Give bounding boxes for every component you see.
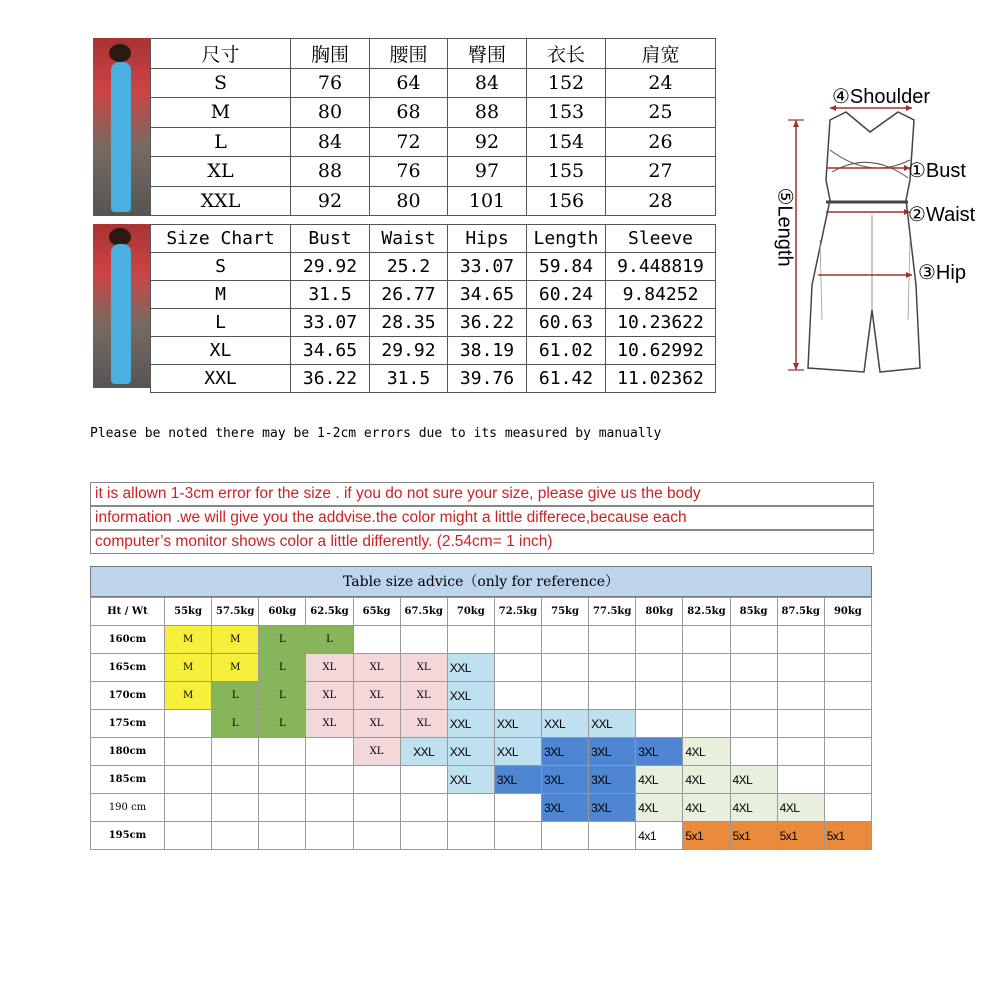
weight-header: 70kg — [447, 598, 494, 626]
size-cell — [259, 766, 306, 794]
size-cell: 3XL — [589, 738, 636, 766]
size-cell — [212, 766, 259, 794]
table-cell: 152 — [527, 68, 606, 98]
size-cell: L — [306, 626, 353, 654]
table-cell: 61.42 — [527, 365, 606, 393]
notice-line: computer’s monitor shows color a little differently. (2.54cm= 1 inch) — [90, 530, 874, 554]
model-photo-top — [93, 38, 150, 216]
size-cell — [165, 794, 212, 822]
table-cell: 10.23622 — [606, 309, 716, 337]
weight-header: 80kg — [636, 598, 683, 626]
table-row — [91, 738, 872, 766]
table-row — [151, 68, 716, 98]
size-cell: 5x1 — [730, 822, 777, 850]
model-photo-bottom — [93, 224, 150, 388]
size-cell — [824, 626, 871, 654]
size-cell — [730, 626, 777, 654]
size-advice-table — [90, 566, 872, 846]
table-row — [91, 794, 872, 822]
size-cell — [447, 822, 494, 850]
weight-header: 65kg — [353, 598, 400, 626]
size-cell: 4XL — [636, 794, 683, 822]
size-cell — [824, 682, 871, 710]
table-cell: 84 — [448, 68, 527, 98]
size-cell: 3XL — [542, 766, 589, 794]
size-cell — [259, 738, 306, 766]
size-cell — [542, 626, 589, 654]
size-cell — [777, 626, 824, 654]
table-cell: M — [151, 98, 291, 128]
size-cell: L — [212, 710, 259, 738]
header-cell: Hips — [448, 225, 527, 253]
table-cell: 25.2 — [370, 253, 448, 281]
size-cell — [353, 766, 400, 794]
bust-label: ①Bust — [908, 160, 966, 182]
size-cell — [165, 710, 212, 738]
size-cell: 4XL — [777, 794, 824, 822]
size-cell — [165, 822, 212, 850]
size-cell: XXL — [447, 766, 494, 794]
table-cell: M — [151, 281, 291, 309]
size-cell: XL — [353, 654, 400, 682]
weight-header: 72.5kg — [494, 598, 541, 626]
table-cell: 92 — [448, 127, 527, 157]
height-label: 175cm — [91, 710, 165, 738]
header-cell: 臀围 — [448, 39, 527, 69]
size-cell: 3XL — [542, 794, 589, 822]
waist-label: ②Waist — [908, 204, 976, 226]
size-cell: XXL — [494, 710, 541, 738]
table-row — [151, 98, 716, 128]
size-cell — [494, 682, 541, 710]
size-table-cm — [150, 38, 716, 216]
table-row — [91, 654, 872, 682]
size-cell: XL — [353, 682, 400, 710]
size-cell — [824, 738, 871, 766]
size-table-cm-header — [151, 39, 716, 69]
size-cell: L — [259, 710, 306, 738]
size-cell: XL — [353, 710, 400, 738]
table-cell: S — [151, 68, 291, 98]
table-cell: 97 — [448, 157, 527, 187]
size-cell: M — [165, 654, 212, 682]
table-cell: 88 — [291, 157, 370, 187]
size-cell: 4x1 — [636, 822, 683, 850]
advice-grid — [90, 597, 872, 850]
table-cell: 92 — [291, 186, 370, 216]
header-cell: 肩宽 — [606, 39, 716, 69]
size-cell: XL — [400, 654, 447, 682]
measurement-note: Please be noted there may be 1-2cm errors due to its measured by manually — [90, 426, 662, 441]
size-cell — [400, 822, 447, 850]
size-cell: XXL — [447, 738, 494, 766]
table-cell: 9.84252 — [606, 281, 716, 309]
size-cell — [494, 654, 541, 682]
size-table-inch — [150, 224, 716, 393]
size-cell — [306, 766, 353, 794]
table-row — [151, 309, 716, 337]
table-cell: 60.24 — [527, 281, 606, 309]
size-cell — [636, 682, 683, 710]
size-table-inch-header — [151, 225, 716, 253]
table-cell: 27 — [606, 157, 716, 187]
table-cell: L — [151, 127, 291, 157]
size-cell — [165, 738, 212, 766]
weight-header: 60kg — [259, 598, 306, 626]
table-cell: 80 — [370, 186, 448, 216]
table-cell: 38.19 — [448, 337, 527, 365]
table-cell: XL — [151, 157, 291, 187]
table-cell: 9.448819 — [606, 253, 716, 281]
table-cell: 156 — [527, 186, 606, 216]
size-cell — [777, 654, 824, 682]
table-cell: 76 — [291, 68, 370, 98]
size-cell: XL — [400, 682, 447, 710]
weight-header: 77.5kg — [589, 598, 636, 626]
size-cell — [542, 822, 589, 850]
size-cell: 5x1 — [683, 822, 730, 850]
table-cell: 101 — [448, 186, 527, 216]
size-cell — [447, 626, 494, 654]
table-cell: 10.62992 — [606, 337, 716, 365]
size-cell — [353, 626, 400, 654]
size-cell: XXL — [447, 710, 494, 738]
table-cell: 155 — [527, 157, 606, 187]
table-row — [91, 626, 872, 654]
table-row — [151, 281, 716, 309]
table-cell: XXL — [151, 365, 291, 393]
table-cell: 31.5 — [291, 281, 370, 309]
size-cell — [447, 794, 494, 822]
header-cell: Waist — [370, 225, 448, 253]
size-cell: XXL — [400, 738, 447, 766]
table-cell: 39.76 — [448, 365, 527, 393]
size-cell — [212, 822, 259, 850]
size-cell — [683, 682, 730, 710]
height-label: 195cm — [91, 822, 165, 850]
height-label: 160cm — [91, 626, 165, 654]
table-cell: 68 — [370, 98, 448, 128]
table-cell: 61.02 — [527, 337, 606, 365]
size-cell — [824, 766, 871, 794]
table-cell: XXL — [151, 186, 291, 216]
size-cell: M — [165, 626, 212, 654]
size-cell: 5x1 — [824, 822, 871, 850]
size-cell — [730, 710, 777, 738]
size-cell: XL — [306, 654, 353, 682]
header-cell: 胸围 — [291, 39, 370, 69]
table-row — [151, 157, 716, 187]
height-label: 185cm — [91, 766, 165, 794]
weight-header: 75kg — [542, 598, 589, 626]
size-cell — [400, 794, 447, 822]
table-cell: 60.63 — [527, 309, 606, 337]
table-cell: 28.35 — [370, 309, 448, 337]
size-cell — [777, 710, 824, 738]
size-cell — [777, 682, 824, 710]
size-cell: 5x1 — [777, 822, 824, 850]
table-cell: L — [151, 309, 291, 337]
table-row — [151, 186, 716, 216]
size-notice — [90, 482, 874, 556]
weight-header: 87.5kg — [777, 598, 824, 626]
table-cell: 31.5 — [370, 365, 448, 393]
table-cell: 36.22 — [291, 365, 370, 393]
table-row — [91, 822, 872, 850]
size-cell: 3XL — [494, 766, 541, 794]
size-cell: XXL — [447, 682, 494, 710]
table-cell: 25 — [606, 98, 716, 128]
table-cell: 29.92 — [291, 253, 370, 281]
table-cell: 24 — [606, 68, 716, 98]
size-cell: 4XL — [636, 766, 683, 794]
size-cell: 4XL — [683, 738, 730, 766]
hip-label: ③Hip — [918, 262, 966, 284]
table-cell: 29.92 — [370, 337, 448, 365]
weight-header: 82.5kg — [683, 598, 730, 626]
size-cell — [730, 682, 777, 710]
advice-title: Table size advice（only for reference） — [90, 566, 872, 597]
size-cell — [306, 794, 353, 822]
size-cell — [353, 794, 400, 822]
size-cell: XL — [400, 710, 447, 738]
table-cell: 76 — [370, 157, 448, 187]
table-row — [151, 127, 716, 157]
weight-header: 90kg — [824, 598, 871, 626]
size-cell: 4XL — [683, 794, 730, 822]
table-cell: XL — [151, 337, 291, 365]
size-cell: XL — [306, 710, 353, 738]
size-cell — [259, 794, 306, 822]
size-cell — [542, 654, 589, 682]
size-cell — [306, 822, 353, 850]
header-cell: Size Chart — [151, 225, 291, 253]
size-cell — [542, 682, 589, 710]
weight-header: 67.5kg — [400, 598, 447, 626]
shoulder-label: ④Shoulder — [832, 86, 930, 108]
size-cell — [683, 654, 730, 682]
size-cell — [777, 766, 824, 794]
size-cell: XL — [353, 738, 400, 766]
table-row — [91, 682, 872, 710]
height-label: 165cm — [91, 654, 165, 682]
table-cell: 34.65 — [448, 281, 527, 309]
size-cell: L — [259, 654, 306, 682]
size-cell — [306, 738, 353, 766]
size-cell — [730, 654, 777, 682]
table-cell: S — [151, 253, 291, 281]
size-cell — [683, 626, 730, 654]
table-cell: 88 — [448, 98, 527, 128]
size-cell: M — [212, 626, 259, 654]
size-cell — [824, 710, 871, 738]
weight-header: 55kg — [165, 598, 212, 626]
table-cell: 64 — [370, 68, 448, 98]
table-cell: 33.07 — [291, 309, 370, 337]
size-cell: 4XL — [683, 766, 730, 794]
size-cell — [400, 626, 447, 654]
size-cell — [212, 738, 259, 766]
size-cell — [353, 822, 400, 850]
size-cell — [824, 794, 871, 822]
table-cell: 59.84 — [527, 253, 606, 281]
table-cell: 36.22 — [448, 309, 527, 337]
size-cell: L — [212, 682, 259, 710]
table-cell: 34.65 — [291, 337, 370, 365]
table-row — [91, 766, 872, 794]
size-cell — [589, 626, 636, 654]
size-cell — [259, 822, 306, 850]
table-cell: 72 — [370, 127, 448, 157]
size-cell — [494, 822, 541, 850]
table-cell: 84 — [291, 127, 370, 157]
size-cell — [683, 710, 730, 738]
table-cell: 80 — [291, 98, 370, 128]
size-cell: 4XL — [730, 794, 777, 822]
size-cell — [636, 654, 683, 682]
notice-line: information .we will give you the addvise.the color might a little differece,because each — [90, 506, 874, 530]
height-label: 180cm — [91, 738, 165, 766]
size-cell — [636, 626, 683, 654]
size-cell — [730, 738, 777, 766]
header-cell: Length — [527, 225, 606, 253]
table-row — [91, 710, 872, 738]
size-cell — [777, 738, 824, 766]
table-row — [151, 365, 716, 393]
table-cell: 26 — [606, 127, 716, 157]
size-cell — [589, 822, 636, 850]
length-label: ⑤Length — [773, 187, 796, 267]
size-cell: 3XL — [589, 766, 636, 794]
size-cell: 3XL — [636, 738, 683, 766]
size-cell: XL — [306, 682, 353, 710]
size-cell: M — [212, 654, 259, 682]
size-cell — [824, 654, 871, 682]
size-cell — [212, 794, 259, 822]
size-cell: L — [259, 626, 306, 654]
size-cell: XXL — [542, 710, 589, 738]
table-row — [151, 253, 716, 281]
size-cell: 4XL — [730, 766, 777, 794]
weight-header: 57.5kg — [212, 598, 259, 626]
size-cell — [589, 654, 636, 682]
notice-line: it is allown 1-3cm error for the size . if you do not sure your size, please give us the body — [90, 482, 874, 506]
size-cell: 3XL — [589, 794, 636, 822]
size-cell: XXL — [589, 710, 636, 738]
table-cell: 154 — [527, 127, 606, 157]
advice-header-row — [91, 598, 872, 626]
header-cell: 尺寸 — [151, 39, 291, 69]
advice-corner: Ht / Wt — [91, 598, 165, 626]
size-cell — [400, 766, 447, 794]
table-cell: 33.07 — [448, 253, 527, 281]
size-cell: M — [165, 682, 212, 710]
size-cell — [636, 710, 683, 738]
size-cell: XXL — [494, 738, 541, 766]
header-cell: 衣长 — [527, 39, 606, 69]
table-row — [151, 337, 716, 365]
size-cell — [494, 626, 541, 654]
weight-header: 62.5kg — [306, 598, 353, 626]
header-cell: 腰围 — [370, 39, 448, 69]
height-label: 190 cm — [91, 794, 165, 822]
size-cell — [494, 794, 541, 822]
size-cell — [165, 766, 212, 794]
table-cell: 153 — [527, 98, 606, 128]
header-cell: Bust — [291, 225, 370, 253]
weight-header: 85kg — [730, 598, 777, 626]
size-cell: L — [259, 682, 306, 710]
measurement-diagram — [760, 80, 1000, 380]
header-cell: Sleeve — [606, 225, 716, 253]
height-label: 170cm — [91, 682, 165, 710]
size-cell: 3XL — [542, 738, 589, 766]
size-cell — [589, 682, 636, 710]
table-cell: 26.77 — [370, 281, 448, 309]
table-cell: 28 — [606, 186, 716, 216]
table-cell: 11.02362 — [606, 365, 716, 393]
size-cell: XXL — [447, 654, 494, 682]
